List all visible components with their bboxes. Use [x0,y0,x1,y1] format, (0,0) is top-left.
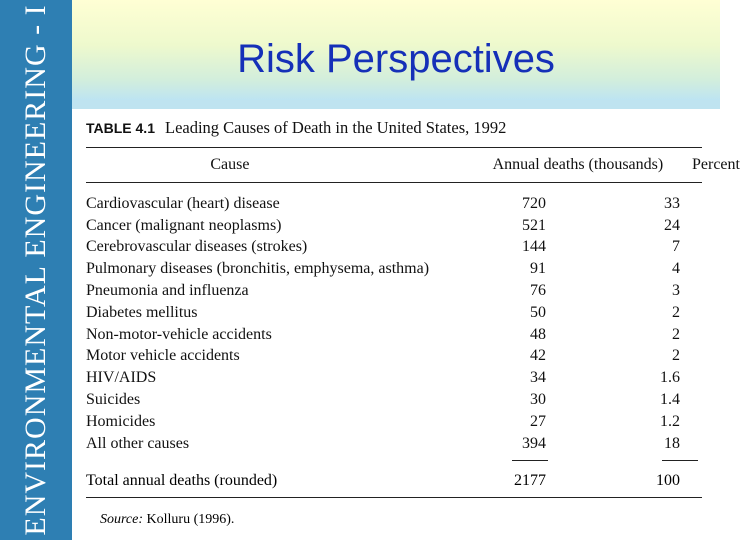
cell-percent: 4 [672,260,680,278]
table-bottom-rule [86,497,702,498]
cell-cause: Pneumonia and influenza [86,282,249,300]
slide-title: Risk Perspectives [237,37,555,81]
source-text: Kolluru (1996). [146,512,235,527]
table-row [86,302,702,324]
cell-percent: 1.2 [660,412,680,430]
total-row [86,470,702,492]
cell-cause: All other causes [86,434,190,452]
cell-percent: 18 [664,434,680,452]
percent-sum-rule [662,460,698,461]
table-row [86,367,702,389]
course-title-vertical: ENVIRONMENTAL ENGINEERING - I [19,4,52,536]
cell-cause: Non-motor-vehicle accidents [86,325,272,343]
table-label: TABLE 4.1 [86,120,155,136]
table-header-row [86,148,740,182]
table-row [86,280,702,302]
cell-percent: 3 [672,282,680,300]
table-header-rule [86,182,702,183]
table-body [86,193,702,455]
table-row [86,237,702,259]
table-row [86,193,702,215]
table-row [86,411,702,433]
cell-percent: 1.6 [660,369,680,387]
cell-deaths: 521 [522,216,546,234]
total-label: Total annual deaths (rounded) [86,472,278,489]
table-row [86,324,702,346]
header-cause: Cause [210,156,250,173]
cell-percent: 2 [672,347,680,365]
cell-percent: 33 [664,194,680,212]
cell-cause: Cardiovascular (heart) disease [86,194,280,212]
cell-cause: Cerebrovascular diseases (strokes) [86,238,308,256]
total-percent: 100 [656,472,680,489]
cell-deaths: 30 [530,391,546,409]
title-band [72,0,720,100]
cell-cause: Diabetes mellitus [86,303,198,321]
table-row [86,433,702,455]
cell-cause: HIV/AIDS [86,369,157,387]
cell-percent: 1.4 [660,391,680,409]
cell-deaths: 144 [522,238,546,256]
cell-deaths: 48 [530,325,546,343]
table-source [100,512,234,528]
cell-deaths: 27 [530,412,546,430]
total-deaths: 2177 [514,472,546,489]
table-row [86,258,702,280]
cell-deaths: 42 [530,347,546,365]
cell-deaths: 50 [530,303,546,321]
table-caption [86,116,702,142]
cell-cause: Motor vehicle accidents [86,347,240,365]
cell-deaths: 91 [530,260,546,278]
cell-cause: Homicides [86,412,156,430]
cell-deaths: 76 [530,282,546,300]
title-divider [72,100,720,109]
table-caption-text: Leading Causes of Death in the United States, 1992 [164,118,507,137]
header-deaths: Annual deaths (thousands) [492,156,664,173]
table [86,116,740,455]
cell-cause: Suicides [86,391,141,409]
sidebar-band [0,0,72,540]
table-row [86,389,702,411]
cell-percent: 2 [672,303,680,321]
table-row [86,346,702,368]
cell-percent: 7 [672,238,680,256]
source-label: Source: [100,512,144,527]
deaths-sum-rule [512,460,548,461]
cell-percent: 24 [664,216,680,234]
cell-deaths: 34 [530,369,546,387]
cell-cause: Cancer (malignant neoplasms) [86,216,282,234]
cell-deaths: 720 [522,194,546,212]
cell-cause: Pulmonary diseases (bronchitis, emphysema, asthma) [86,260,430,278]
table-row [86,215,702,237]
cell-deaths: 394 [522,434,546,452]
cell-percent: 2 [672,325,680,343]
header-percent: Percent [692,156,740,173]
